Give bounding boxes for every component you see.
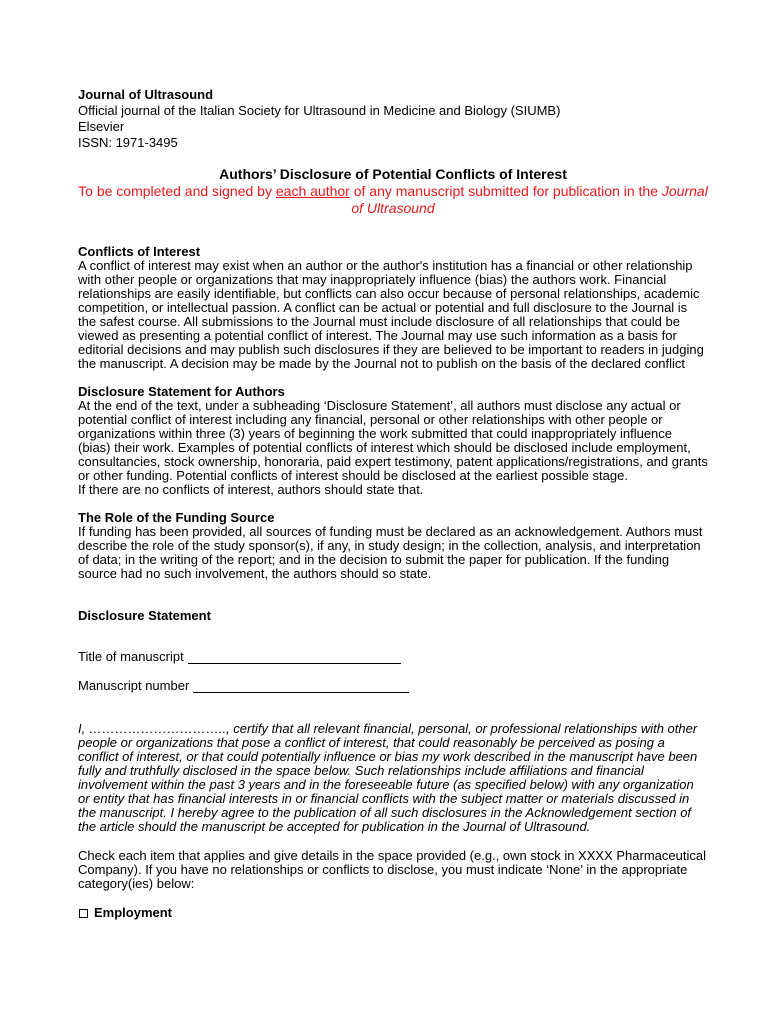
instruction-journal-name: Journal of Ultrasound <box>351 183 708 216</box>
disclosure-authors-text-2: If there are no conflicts of interest, authors should state that. <box>78 482 424 497</box>
journal-name: Journal of Ultrasound <box>78 87 214 102</box>
check-items-instruction: Check each item that applies and give details in the space provided (e.g., own stock in XXXX Pharmaceutical Company). If you have no relationships or conflicts to disclose, you must indicate ‘None’ in the appropriate category(ies) below: <box>78 848 706 891</box>
employment-checkbox-row <box>78 906 708 920</box>
document-page <box>78 87 708 920</box>
official-journal-line: Official journal of the Italian Society for Ultrasound in Medicine and Biology (SIUMB) <box>78 103 561 118</box>
title-of-manuscript-label: Title of manuscript <box>78 649 184 664</box>
funding-heading: The Role of the Funding Source <box>78 510 275 525</box>
instruction-each-author: each author <box>275 183 350 199</box>
conflicts-text: A conflict of interest may exist when an author or the author's institution has a financial or other relationship with other people or organizations that may inappropriately influence (bias) the authors work. Financial relationships are easily identifiable, but conflicts can also occur because of personal relationships, academic competition, or intellectual passion. A conflict can be actual or potential and full disclosure to the Journal is the safest course. All submissions to the Journal must include disclosure of all relationships that could be viewed as presenting a potential conflict of interest. The Journal may use such information as a basis for editorial decisions and may publish such disclosures if they are believed to be important to readers in judging the manuscript. A decision may be made by the Journal not to publish on the basis of the declared conflict <box>78 258 704 371</box>
publisher: Elsevier <box>78 119 125 134</box>
disclosure-authors-section <box>78 385 708 497</box>
completion-instruction <box>78 183 708 217</box>
instruction-part-1: To be completed and signed by <box>78 183 276 199</box>
document-title: Authors’ Disclosure of Potential Conflicts of Interest <box>219 166 567 182</box>
manuscript-number-field[interactable] <box>193 680 409 693</box>
title-of-manuscript-row <box>78 650 708 664</box>
disclosure-authors-heading: Disclosure Statement for Authors <box>78 384 285 399</box>
funding-source-section <box>78 511 708 581</box>
funding-text: If funding has been provided, all sources of funding must be declared as an acknowledgement. Authors must describe the role of the study sponsor(s), if any, in study design; in the collection, analysis, and interpretation of data; in the writing of the report; and in the decision to submit the paper for publication. If the funding source had no such involvement, the authors should so state. <box>78 524 703 581</box>
instruction-part-2: of any manuscript submitted for publication in the <box>349 183 662 199</box>
employment-label: Employment <box>94 905 173 920</box>
title-of-manuscript-field[interactable] <box>188 651 401 664</box>
conflicts-heading: Conflicts of Interest <box>78 244 201 259</box>
disclosure-statement-heading: Disclosure Statement <box>78 608 211 623</box>
certification-statement: I, ………………………….., certify that all relevant financial, personal, or professional relationships with other people or organizations that pose a conflict of interest, that could reasonably be perceived as posing a conflict of interest, or that could potentially influence or bias my work described in the manuscript have been fully and truthfully disclosed in the space below. Such relationships include affiliations and financial involvement within the past 3 years and in the foreseeable future (as specified below) with any organization or entity that has financial interests in or financial conflicts with the subject matter or materials discussed in the manuscript. I hereby agree to the publication of all such disclosures in the Acknowledgement section of the article should the manuscript be accepted for publication in the Journal of Ultrasound. <box>78 721 698 834</box>
manuscript-number-row <box>78 679 708 693</box>
conflicts-of-interest-section <box>78 245 708 371</box>
disclosure-authors-text: At the end of the text, under a subheading ‘Disclosure Statement’, all authors must disclose any actual or potential conflict of interest including any financial, personal or other relationships with other people or organizations within three (3) years of beginning the work submitted that could inappropriately influence (bias) their work. Examples of potential conflicts of interest which should be disclosed include employment, consultancies, stock ownership, honoraria, paid expert testimony, patent applications/registrations, and grants or other funding. Potential conflicts of interest should be disclosed at the earliest possible stage. <box>78 398 708 483</box>
issn: ISSN: 1971-3495 <box>78 135 178 150</box>
employment-checkbox[interactable] <box>79 909 88 918</box>
manuscript-number-label: Manuscript number <box>78 678 190 693</box>
journal-header <box>78 87 708 151</box>
